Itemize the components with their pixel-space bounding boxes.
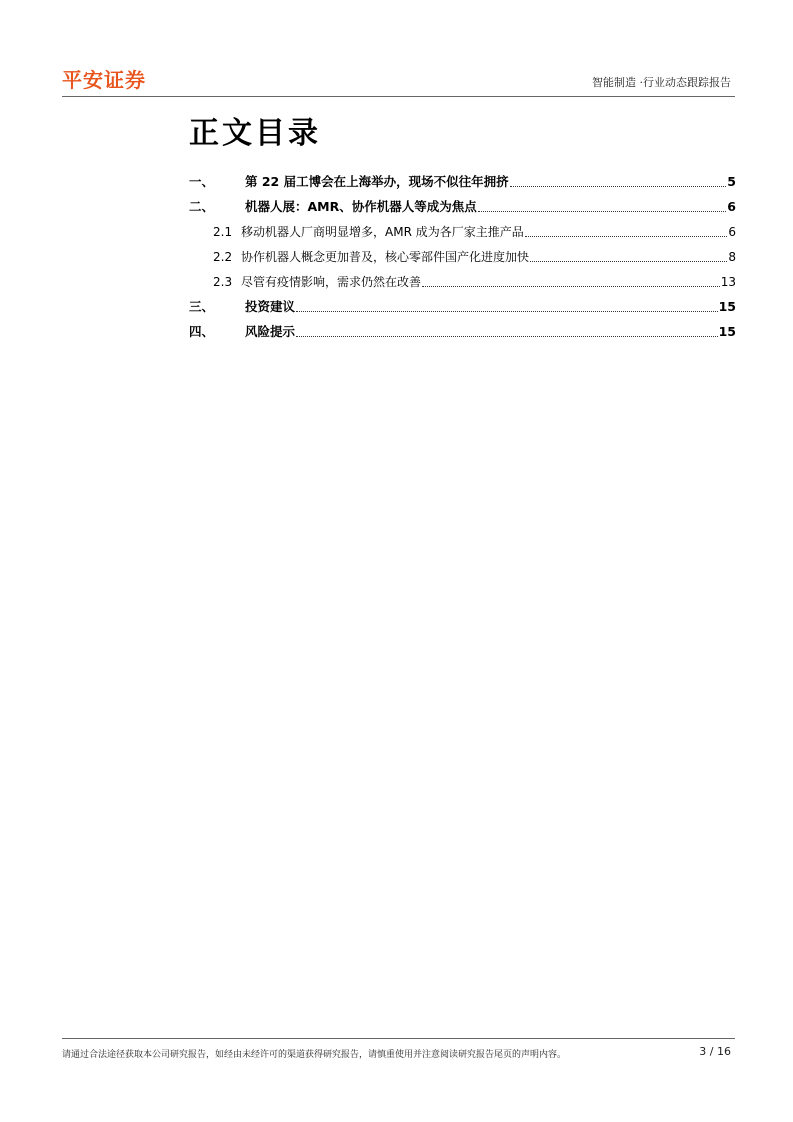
brand-logo: 平安证券 — [62, 68, 146, 92]
toc-entry-page: 5 — [727, 174, 736, 189]
toc-entry-number: 一、 — [189, 174, 215, 189]
toc-entry[interactable] — [189, 315, 736, 340]
toc-entry-page: 13 — [720, 275, 736, 289]
toc-leader-dots — [422, 285, 720, 287]
toc-entry[interactable] — [189, 290, 736, 315]
toc-entry-page: 15 — [718, 324, 736, 339]
toc-leader-dots — [296, 335, 718, 337]
toc-entry-page: 6 — [727, 199, 736, 214]
toc-leader-dots — [530, 260, 727, 262]
toc-subentry[interactable] — [189, 265, 736, 290]
toc-entry[interactable] — [189, 190, 736, 215]
toc-entry-number: 三、 — [189, 299, 215, 314]
toc-entry-number: 二、 — [189, 199, 215, 214]
footer-disclaimer: 请通过合法途径获取本公司研究报告，如经由未经许可的渠道获得研究报告，请慎重使用并注意阅读研究报告尾页的声明内容。 — [62, 1050, 567, 1060]
toc-entry-number: 四、 — [189, 324, 215, 339]
footer-divider — [62, 1038, 735, 1039]
toc-entry-title: 投资建议 — [245, 299, 296, 314]
header-divider — [62, 96, 735, 97]
page-number: 3 / 16 — [699, 1045, 731, 1058]
toc-entry[interactable] — [189, 165, 736, 190]
toc-subentry[interactable] — [189, 240, 736, 265]
toc-entry-number: 2.3 — [213, 275, 233, 289]
toc-leader-dots — [296, 310, 718, 312]
page-title: 正文目录 — [189, 116, 321, 151]
toc-entry-number: 2.1 — [213, 225, 233, 239]
toc-entry-page: 6 — [728, 225, 736, 239]
report-type-label: 智能制造 ·行业动态跟踪报告 — [592, 76, 731, 89]
toc-entry-page: 15 — [718, 299, 736, 314]
toc-entry-page: 8 — [728, 250, 736, 264]
toc-subentry[interactable] — [189, 215, 736, 240]
table-of-contents — [189, 165, 736, 340]
toc-entry-title: 机器人展：AMR、协作机器人等成为焦点 — [245, 199, 477, 214]
toc-leader-dots — [510, 185, 727, 187]
toc-entry-title: 移动机器人厂商明显增多，AMR 成为各厂家主推产品 — [241, 225, 524, 239]
toc-entry-title: 尽管有疫情影响，需求仍然在改善 — [241, 275, 422, 289]
toc-leader-dots — [478, 210, 727, 212]
toc-leader-dots — [525, 235, 728, 237]
toc-entry-title: 协作机器人概念更加普及，核心零部件国产化进度加快 — [241, 250, 530, 264]
toc-entry-title: 风险提示 — [245, 324, 296, 339]
toc-entry-title: 第 22 届工博会在上海举办，现场不似往年拥挤 — [245, 174, 509, 189]
toc-entry-number: 2.2 — [213, 250, 233, 264]
